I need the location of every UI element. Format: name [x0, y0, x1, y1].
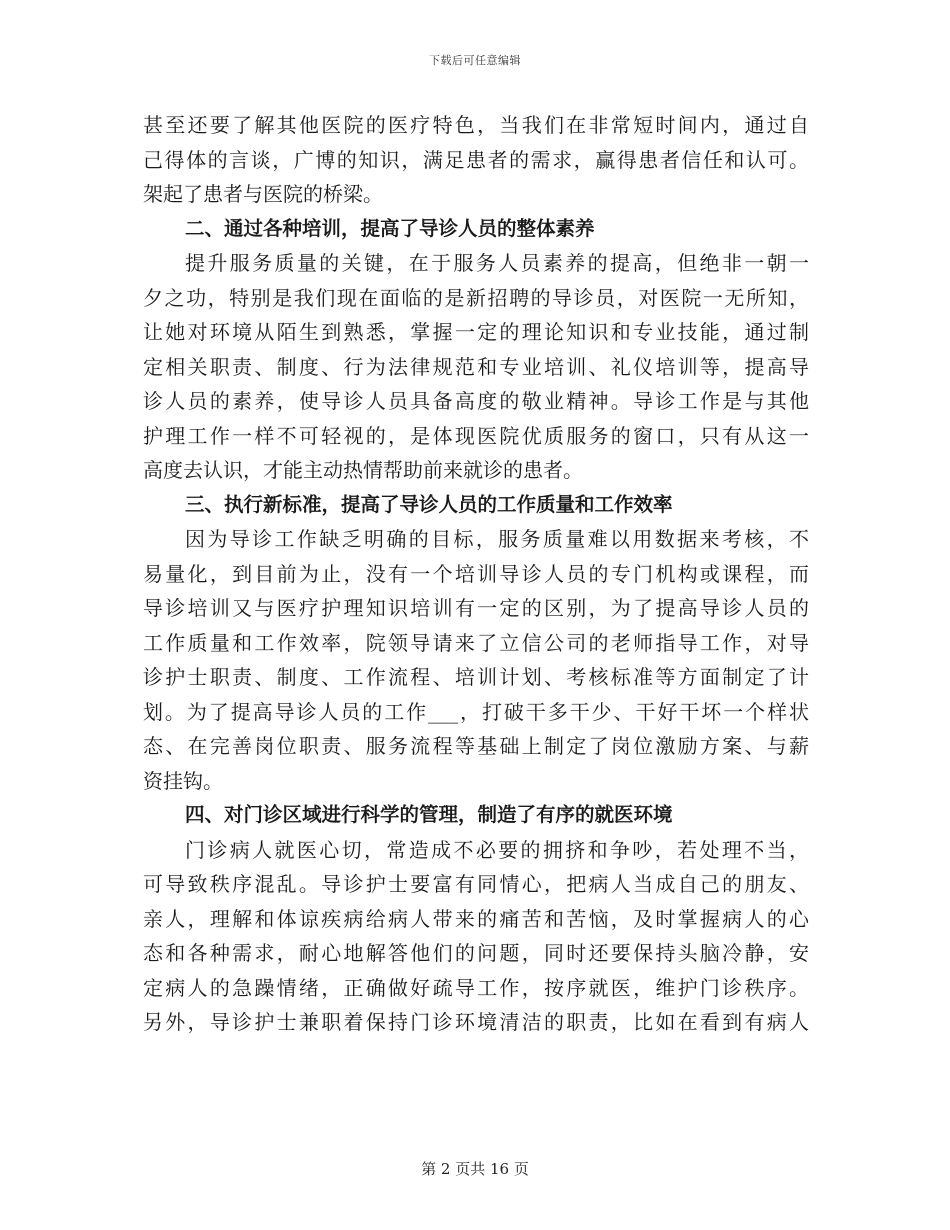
body-line: 护理工作一样不可轻视的，是体现医院优质服务的窗口，只有从这一 [143, 423, 809, 448]
body-line: 架起了患者与医院的桥梁。 [143, 182, 383, 206]
body-line: 导诊培训又与医疗护理知识培训有一定的区别，为了提高导诊人员的 [143, 596, 809, 620]
body-line: 高度去认识，才能主动热情帮助前来就诊的患者。 [143, 458, 583, 482]
body-line: 甚至还要了解其他医院的医疗特色，当我们在非常短时间内，通过自 [143, 113, 809, 137]
body-line: 因为导诊工作缺乏明确的目标，服务质量难以用数据来考核，不 [185, 527, 809, 551]
body-line: 易量化，到目前为止，没有一个培训导诊人员的专门机构或课程，而 [143, 561, 809, 586]
body-line: 另外，导诊护士兼职着保持门诊环境清洁的职责，比如在看到有病人 [143, 1010, 809, 1034]
body-line: 态、在完善岗位职责、服务流程等基础上制定了岗位激励方案、与薪 [143, 734, 809, 758]
body-line: 定病人的急躁情绪，正确做好疏导工作，按序就医，维护门诊秩序。 [143, 975, 809, 1000]
body-line: 己得体的言谈，广博的知识，满足患者的需求，赢得患者信任和认可。 [143, 147, 809, 172]
body-line: 工作质量和工作效率，院领导请来了立信公司的老师指导工作，对导 [143, 630, 809, 655]
body-line: 定相关职责、制度、行为法律规范和专业培训、礼仪培训等，提高导 [143, 354, 809, 379]
body-line: 诊人员的素养，使导诊人员具备高度的敬业精神。导诊工作是与其他 [143, 389, 809, 413]
body-line: 资挂钩。 [143, 768, 223, 793]
body-line: 划。为了提高导诊人员的工作___，打破干多干少、干好干坏一个样状 [143, 699, 809, 724]
page-header: 下载后可任意编辑 [429, 54, 521, 67]
document-body [143, 108, 809, 1040]
page-footer: 第 2 页共 16 页 [421, 1160, 529, 1178]
section-heading: 三、执行新标准，提高了导诊人员的工作质量和工作效率 [185, 492, 673, 516]
body-line: 可导致秩序混乱。导诊护士要富有同情心，把病人当成自己的朋友、 [143, 872, 809, 896]
body-line: 让她对环境从陌生到熟悉，掌握一定的理论知识和专业技能，通过制 [143, 320, 809, 344]
body-line: 亲人，理解和体谅疾病给病人带来的痛苦和苦恼，及时掌握病人的心 [143, 906, 809, 931]
section-heading: 四、对门诊区域进行科学的管理，制造了有序的就医环境 [185, 803, 673, 826]
body-line: 夕之功，特别是我们现在面临的是新招聘的导诊员，对医院一无所知， [143, 285, 809, 310]
body-line: 提升服务质量的关键，在于服务人员素养的提高，但绝非一朝一 [185, 251, 809, 275]
body-line: 门诊病人就医心切，常造成不必要的拥挤和争吵，若处理不当， [185, 837, 809, 862]
section-heading: 二、通过各种培训，提高了导诊人员的整体素养 [185, 216, 595, 240]
body-line: 诊护士职责、制度、工作流程、培训计划、考核标准等方面制定了计 [143, 665, 809, 689]
body-line: 态和各种需求，耐心地解答他们的问题，同时还要保持头脑冷静，安 [143, 941, 809, 965]
